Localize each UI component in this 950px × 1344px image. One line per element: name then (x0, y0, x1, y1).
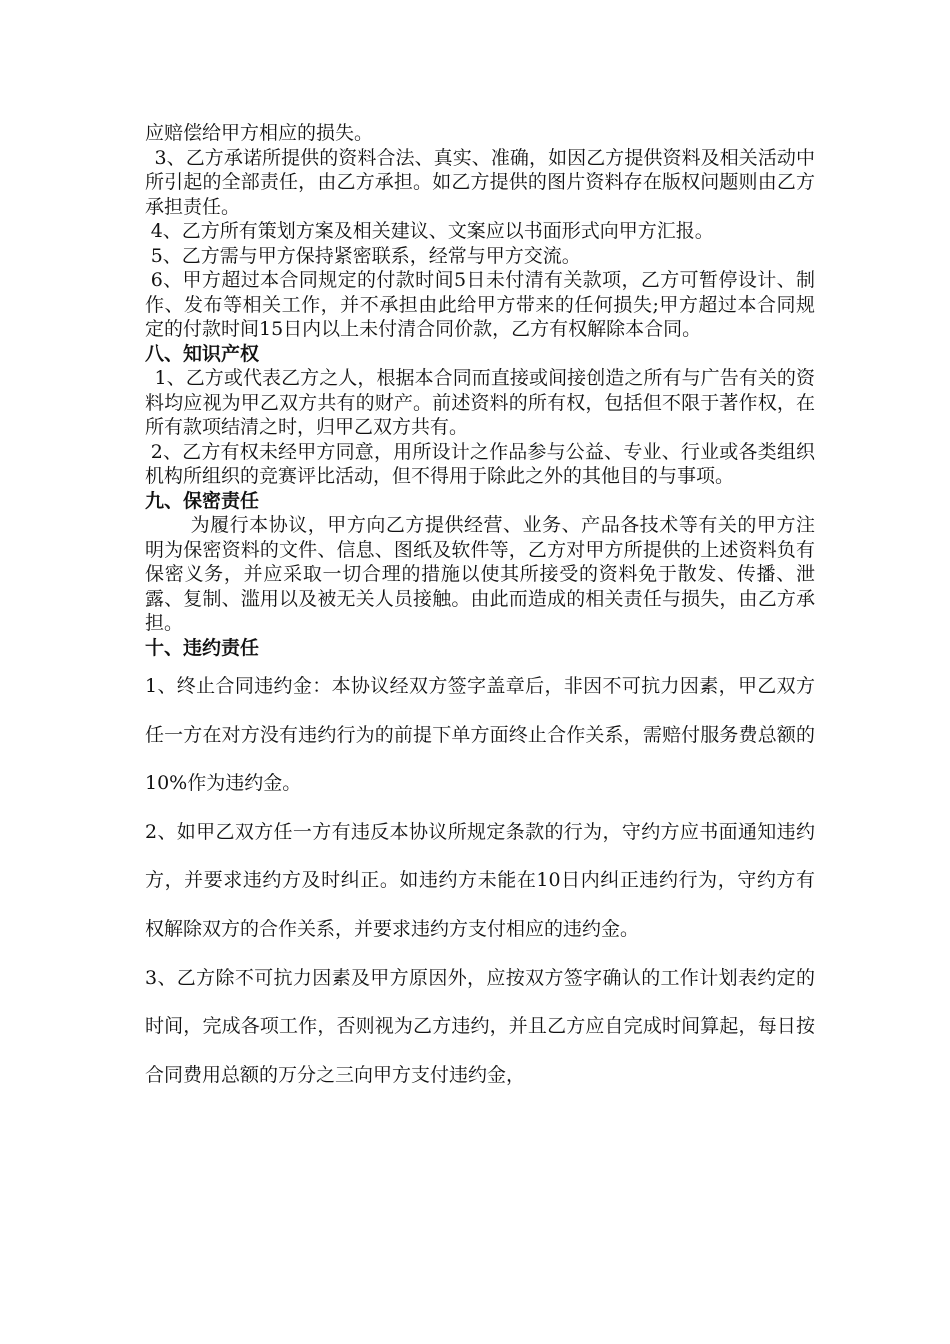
clause-7-4: 4、乙方所有策划方案及相关建议、文案应以书面形式向甲方汇报。 (150, 220, 714, 242)
section-heading-confidentiality: 九、保密责任 (145, 489, 260, 512)
section-heading-breach: 十、违约责任 (145, 636, 260, 659)
clause-10-2: 2、如甲乙双方任一方有违反本协议所规定条款的行为，守约方应书面通知违约方，并要求违约方及时纠正。如违约方未能在10日内纠正违约行为，守约方有权解除双方的合作关系，并要求违约方支付相应的违约金。 (145, 820, 815, 940)
clause-7-3: 3、乙方承诺所提供的资料合法、真实、准确，如因乙方提供资料及相关活动中所引起的全部责任，由乙方承担。如乙方提供的图片资料存在版权问题则由乙方承担责任。 (145, 146, 815, 218)
clause-7-6: 6、甲方超过本合同规定的付款时间5日未付清有关款项，乙方可暂停设计、制作、发布等相关工作，并不承担由此给甲方带来的任何损失;甲方超过本合同规定的付款时间15日内以上未付清合同价款，乙方有权解除本合同。 (145, 269, 815, 340)
clause-10-3: 3、乙方除不可抗力因素及甲方原因外，应按双方签字确认的工作计划表约定的时间，完成各项工作，否则视为乙方违约，并且乙方应自完成时间算起，每日按合同费用总额的万分之三向甲方支付违约金， (145, 966, 815, 1086)
paragraph-continuation: 应赔偿给甲方相应的损失。 (145, 122, 374, 144)
section-heading-ip: 八、知识产权 (145, 342, 260, 365)
clause-9-body: 为履行本协议，甲方向乙方提供经营、业务、产品各技术等有关的甲方注明为保密资料的文件、信息、图纸及软件等，乙方对甲方所提供的上述资料负有保密义务，并应采取一切合理的措施以使其所接受的资料免于散发、传播、泄露、复制、滥用以及被无关人员接触。由此而造成的相关责任与损失，由乙方承担。 (145, 514, 815, 634)
clause-8-2: 2、乙方有权未经甲方同意，用所设计之作品参与公益、专业、行业或各类组织机构所组织的竞赛评比活动，但不得用于除此之外的其他目的与事项。 (145, 440, 815, 487)
breach-clauses (145, 662, 815, 1099)
clause-7-5: 5、乙方需与甲方保持紧密联系，经常与甲方交流。 (150, 244, 581, 267)
clause-10-1: 1、终止合同违约金：本协议经双方签字盖章后，非因不可抗力因素，甲乙双方任一方在对方没有违约行为的前提下单方面终止合作关系，需赔付服务费总额的10%作为违约金。 (145, 675, 815, 795)
document-body (145, 121, 815, 1099)
clause-8-1: 1、乙方或代表乙方之人，根据本合同而直接或间接创造之所有与广告有关的资料均应视为甲乙双方共有的财产。前述资料的所有权，包括但不限于著作权，在所有款项结清之时，归甲乙双方共有。 (145, 367, 815, 438)
